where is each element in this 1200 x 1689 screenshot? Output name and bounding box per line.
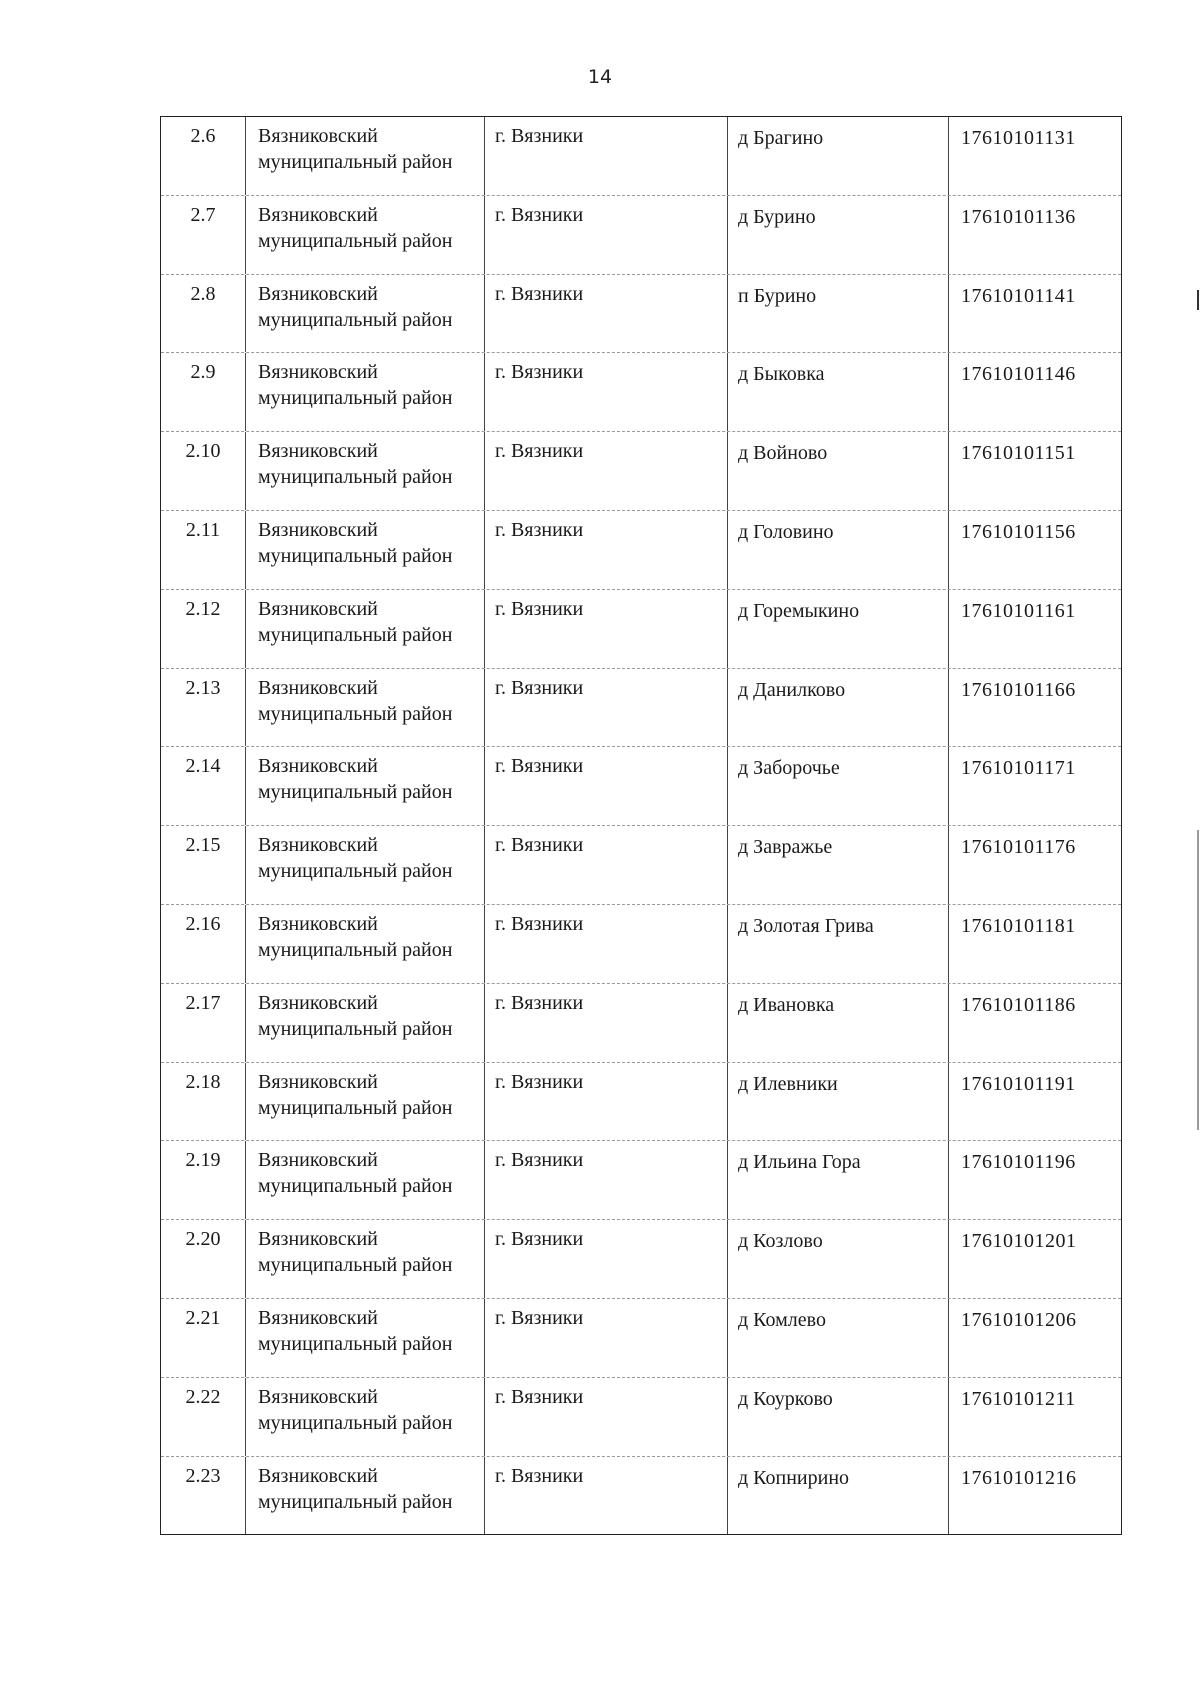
- village-cell: д Завражье: [727, 826, 948, 904]
- table-row: [161, 274, 1121, 353]
- village-cell: д Горемыкино: [727, 590, 948, 668]
- table-row: [161, 1298, 1121, 1377]
- village-cell: д Заборочье: [727, 747, 948, 825]
- row-number-cell: 2.10: [185, 440, 221, 463]
- scan-artifact: [1197, 830, 1199, 1130]
- row-number-cell: 2.9: [190, 361, 216, 384]
- table-row: [161, 1140, 1121, 1219]
- oktmo-code-cell: 17610101166: [948, 669, 1121, 747]
- village-cell: д Ильина Гора: [727, 1141, 948, 1219]
- village-cell: д Коурково: [727, 1378, 948, 1456]
- table-row: [161, 825, 1121, 904]
- district-cell: Вязниковский муниципальный район: [245, 1220, 484, 1298]
- table-row: [161, 668, 1121, 747]
- village-cell: д Быковка: [727, 353, 948, 431]
- row-number-cell: 2.23: [185, 1464, 221, 1487]
- table-row: [161, 116, 1121, 195]
- row-number-cell: 2.11: [185, 518, 221, 541]
- city-cell: г. Вязники: [484, 432, 727, 510]
- row-number-cell: 2.14: [185, 755, 221, 778]
- table-row: [161, 904, 1121, 983]
- oktmo-code-cell: 17610101186: [948, 984, 1121, 1062]
- village-cell: д Золотая Грива: [727, 905, 948, 983]
- village-cell: д Ивановка: [727, 984, 948, 1062]
- oktmo-code-cell: 17610101211: [948, 1378, 1121, 1456]
- table-row: [161, 352, 1121, 431]
- row-number-cell: 2.16: [185, 912, 221, 935]
- table-row: [161, 1219, 1121, 1298]
- city-cell: г. Вязники: [484, 275, 727, 353]
- oktmo-code-cell: 17610101216: [948, 1457, 1121, 1535]
- city-cell: г. Вязники: [484, 1141, 727, 1219]
- table-row: [161, 983, 1121, 1062]
- city-cell: г. Вязники: [484, 905, 727, 983]
- row-number-cell: 2.6: [190, 125, 216, 147]
- row-number-cell: 2.19: [185, 1149, 221, 1172]
- district-cell: Вязниковский муниципальный район: [245, 511, 484, 589]
- city-cell: г. Вязники: [484, 1378, 727, 1456]
- city-cell: г. Вязники: [484, 196, 727, 274]
- city-cell: г. Вязники: [484, 511, 727, 589]
- village-cell: д Бурино: [727, 196, 948, 274]
- row-number-cell: 2.17: [185, 991, 221, 1014]
- table-row: [161, 431, 1121, 510]
- city-cell: г. Вязники: [484, 590, 727, 668]
- oktmo-code-cell: 17610101171: [948, 747, 1121, 825]
- village-cell: д Данилково: [727, 669, 948, 747]
- district-cell: Вязниковский муниципальный район: [245, 1141, 484, 1219]
- scan-artifact: [1197, 290, 1199, 310]
- city-cell: г. Вязники: [484, 747, 727, 825]
- district-cell: Вязниковский муниципальный район: [245, 590, 484, 668]
- district-cell: Вязниковский муниципальный район: [245, 905, 484, 983]
- row-number-cell: 2.7: [190, 203, 216, 226]
- row-number-cell: 2.13: [185, 676, 221, 699]
- oktmo-code-cell: 17610101201: [948, 1220, 1121, 1298]
- district-cell: Вязниковский муниципальный район: [245, 984, 484, 1062]
- table-row: [161, 510, 1121, 589]
- oktmo-code-cell: 17610101196: [948, 1141, 1121, 1219]
- table-row: [161, 195, 1121, 274]
- oktmo-code-cell: 17610101151: [948, 432, 1121, 510]
- district-cell: Вязниковский муниципальный район: [245, 275, 484, 353]
- district-cell: Вязниковский муниципальный район: [245, 1063, 484, 1141]
- district-cell: Вязниковский муниципальный район: [245, 353, 484, 431]
- city-cell: г. Вязники: [484, 353, 727, 431]
- district-cell: Вязниковский муниципальный район: [245, 432, 484, 510]
- table-row: [161, 1456, 1121, 1536]
- oktmo-code-cell: 17610101206: [948, 1299, 1121, 1377]
- oktmo-code-cell: 17610101176: [948, 826, 1121, 904]
- row-number-cell: 2.12: [185, 597, 221, 620]
- oktmo-code-cell: 17610101156: [948, 511, 1121, 589]
- oktmo-code-cell: 17610101161: [948, 590, 1121, 668]
- city-cell: г. Вязники: [484, 1063, 727, 1141]
- row-number-cell: 2.15: [185, 834, 221, 857]
- table-row: [161, 1377, 1121, 1456]
- village-cell: п Бурино: [727, 275, 948, 353]
- village-cell: д Головино: [727, 511, 948, 589]
- city-cell: г. Вязники: [484, 826, 727, 904]
- city-cell: г. Вязники: [484, 117, 727, 195]
- row-number-cell: 2.22: [185, 1385, 221, 1408]
- district-cell: Вязниковский муниципальный район: [245, 1378, 484, 1456]
- oktmo-code-cell: 17610101131: [948, 117, 1121, 195]
- oktmo-code-cell: 17610101141: [948, 275, 1121, 353]
- table-row: [161, 746, 1121, 825]
- row-number-cell: 2.20: [185, 1228, 221, 1251]
- district-cell: Вязниковский муниципальный район: [245, 669, 484, 747]
- district-cell: Вязниковский муниципальный район: [245, 1299, 484, 1377]
- settlements-table: [160, 116, 1122, 1535]
- village-cell: д Войново: [727, 432, 948, 510]
- oktmo-code-cell: 17610101181: [948, 905, 1121, 983]
- oktmo-code-cell: 17610101191: [948, 1063, 1121, 1141]
- table-row: [161, 589, 1121, 668]
- village-cell: д Брагино: [727, 117, 948, 195]
- row-number-cell: 2.18: [185, 1070, 221, 1093]
- district-cell: Вязниковский муниципальный район: [245, 196, 484, 274]
- village-cell: д Копнирино: [727, 1457, 948, 1535]
- district-cell: Вязниковский муниципальный район: [245, 117, 484, 195]
- city-cell: г. Вязники: [484, 984, 727, 1062]
- table-row: [161, 1062, 1121, 1141]
- district-cell: Вязниковский муниципальный район: [245, 747, 484, 825]
- city-cell: г. Вязники: [484, 1457, 727, 1535]
- district-cell: Вязниковский муниципальный район: [245, 826, 484, 904]
- village-cell: д Козлово: [727, 1220, 948, 1298]
- row-number-cell: 2.21: [185, 1306, 221, 1329]
- city-cell: г. Вязники: [484, 1220, 727, 1298]
- village-cell: д Комлево: [727, 1299, 948, 1377]
- row-number-cell: 2.8: [190, 282, 216, 305]
- district-cell: Вязниковский муниципальный район: [245, 1457, 484, 1535]
- oktmo-code-cell: 17610101136: [948, 196, 1121, 274]
- city-cell: г. Вязники: [484, 669, 727, 747]
- page-number: 14: [587, 66, 613, 88]
- village-cell: д Илевники: [727, 1063, 948, 1141]
- oktmo-code-cell: 17610101146: [948, 353, 1121, 431]
- city-cell: г. Вязники: [484, 1299, 727, 1377]
